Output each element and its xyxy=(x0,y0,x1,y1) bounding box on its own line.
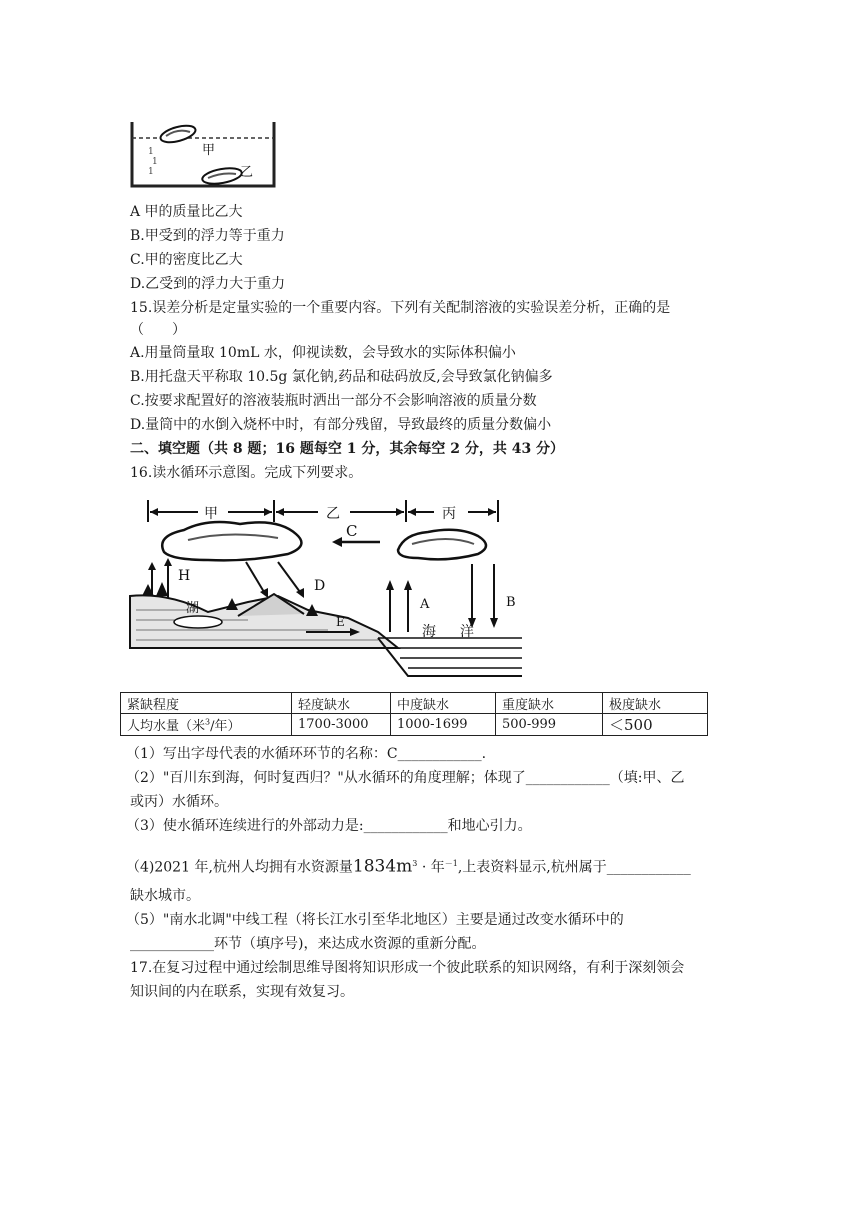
q16-part-2: （2）"百川东到海，何时复西归？"从水循环的角度理解；体现了____________（填:甲、乙 xyxy=(126,770,685,786)
table-row xyxy=(121,714,708,736)
q15-option-d: D.量筒中的水倒入烧杯中时，有部分残留，导致最终的质量分数偏小 xyxy=(130,417,552,433)
q16-stem: 16.读水循环示意图。完成下列要求。 xyxy=(130,465,363,481)
table-cell: ＜500 xyxy=(603,714,708,736)
q16-part-1: （1）写出字母代表的水循环环节的名称：C____________. xyxy=(126,746,487,762)
q16-part-4: （4)2021 年,杭州人均拥有水资源量$1834m^3$ · 年$^{-1}$,上表资料显示,杭州属于____________ xyxy=(126,856,691,877)
q16-part-2-cont: 或丙）水循环。 xyxy=(130,794,228,810)
table-header-cell: 紧缺程度 xyxy=(121,693,292,714)
diagram-label-c: C xyxy=(346,522,358,540)
table-header-cell: 重度缺水 xyxy=(496,693,603,714)
q14-option-b: B.甲受到的浮力等于重力 xyxy=(130,228,285,244)
table-header-row xyxy=(121,693,708,714)
table-cell: 500-999 xyxy=(496,714,603,736)
diagram-label-ocean-1: 海 xyxy=(422,624,436,640)
table-cell: 1000-1699 xyxy=(391,714,496,736)
diagram-label-lake: 湖 xyxy=(186,601,200,616)
q16-part-3: （3）使水循环连续进行的外部动力是:____________和地心引力。 xyxy=(126,818,532,834)
table-header-cell: 轻度缺水 xyxy=(292,693,391,714)
label-yi: 乙 xyxy=(240,165,254,180)
floating-objects-figure xyxy=(130,118,276,190)
svg-text:1: 1 xyxy=(148,147,154,157)
section-2-heading: 二、填空题（共 8 题；16 题每空 1 分，其余每空 2 分，共 43 分） xyxy=(130,441,565,457)
table-cell: 1700-3000 xyxy=(292,714,391,736)
q15-option-a: A.用量筒量取 10mL 水，仰视读数，会导致水的实际体积偏小 xyxy=(130,345,516,361)
diagram-label-e: E xyxy=(336,615,345,629)
q15-option-c: C.按要求配置好的溶液装瓶时洒出一部分不会影响溶液的质量分数 xyxy=(130,393,537,409)
q16-part-5: （5）"南水北调"中线工程（将长江水引至华北地区）主要是通过改变水循环中的 xyxy=(126,912,624,928)
water-scarcity-table xyxy=(120,692,708,736)
diagram-label-h: H xyxy=(178,568,191,584)
q14-option-c: C.甲的密度比乙大 xyxy=(130,252,243,268)
q15-stem: 15.误差分析是定量实验的一个重要内容。下列有关配制溶液的实验误差分析，正确的是 xyxy=(130,300,671,316)
diagram-label-yi: 乙 xyxy=(326,506,340,522)
q17-stem-cont: 知识间的内在联系，实现有效复习。 xyxy=(130,984,354,1000)
diagram-label-ocean-2: 洋 xyxy=(460,624,474,640)
water-cycle-diagram xyxy=(128,492,524,680)
q15-answer-brackets: （ ） xyxy=(130,322,186,338)
table-row-label: 人均水量（米$^3$/年） xyxy=(121,714,292,736)
q14-option-d: D.乙受到的浮力大于重力 xyxy=(130,276,286,292)
diagram-label-a: A xyxy=(420,597,430,612)
q17-stem: 17.在复习过程中通过绘制思维导图将知识形成一个彼此联系的知识网络，有利于深刻领会 xyxy=(130,960,685,976)
diagram-label-bing: 丙 xyxy=(442,506,456,522)
q16-part-5-cont: ____________环节（填序号)，来达成水资源的重新分配。 xyxy=(130,936,486,952)
diagram-label-d: D xyxy=(314,578,326,594)
diagram-label-jia: 甲 xyxy=(204,506,218,522)
table-header-cell: 极度缺水 xyxy=(603,693,708,714)
q14-option-a: A 甲的质量比乙大 xyxy=(130,204,243,220)
q16-part-4-cont: 缺水城市。 xyxy=(130,888,200,904)
table-header-cell: 中度缺水 xyxy=(391,693,496,714)
diagram-label-b: B xyxy=(506,595,516,610)
svg-text:1: 1 xyxy=(148,167,154,177)
svg-text:1: 1 xyxy=(152,157,158,167)
q15-option-b: B.用托盘天平称取 10.5g 氯化钠,药品和砝码放反,会导致氯化钠偏多 xyxy=(130,369,553,385)
label-jia: 甲 xyxy=(202,143,216,158)
